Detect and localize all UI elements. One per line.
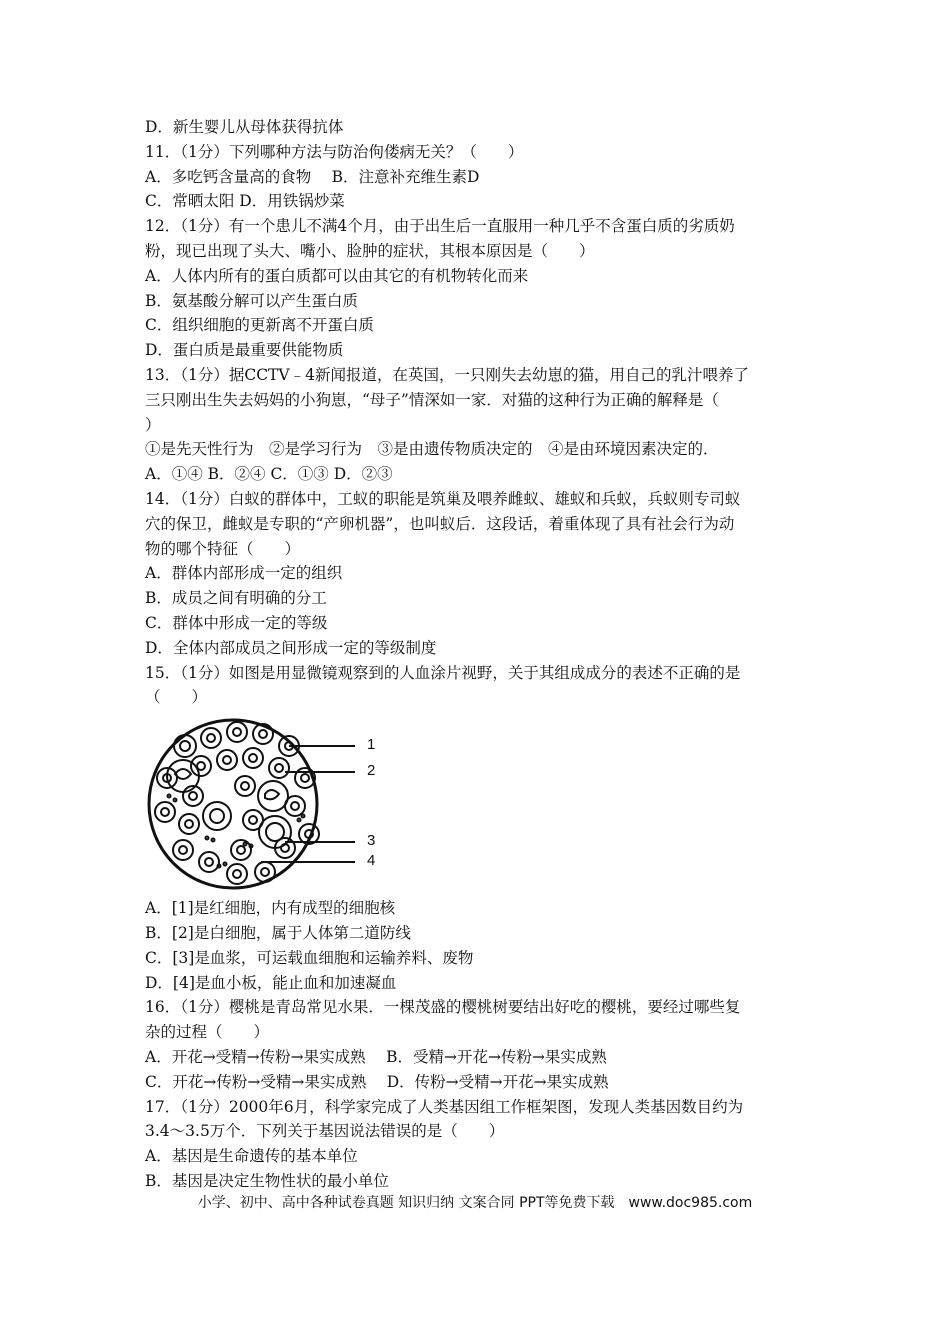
option-line: C．组织细胞的更新离不开蛋白质 [145, 316, 374, 335]
option-line: B．基因是决定生物性状的最小单位 [145, 1171, 389, 1190]
figure-label-2: 2 [367, 762, 376, 780]
question-12-cont: 粉，现已出现了头大、嘴小、脸肿的症状，其根本原因是（ ） [145, 241, 595, 260]
option-line: C．群体中形成一定的等级 [145, 613, 328, 632]
question-17: 17．（1分）2000年6月，科学家完成了人类基因组工作框架图，发现人类基因数目约为 [145, 1097, 744, 1116]
question-15-cont: （ ） [145, 688, 208, 707]
option-line: B．氨基酸分解可以产生蛋白质 [145, 291, 358, 310]
option-line: A．基因是生命遗传的基本单位 [145, 1147, 358, 1166]
figure-label-4: 4 [367, 852, 376, 870]
option-line: C．开花→传粉→受精→果实成熟 D．传粉→受精→开花→果实成熟 [145, 1072, 609, 1091]
option-line: A．[1]是红细胞，内有成型的细胞核 [145, 899, 396, 918]
option-line: B．[2]是白细胞，属于人体第二道防线 [145, 923, 411, 942]
option-line: A．群体内部形成一定的组织 [145, 564, 343, 583]
option-line: A．①④ B．②④ C．①③ D．②③ [145, 465, 393, 484]
figure-label-1: 1 [367, 736, 376, 754]
option-line: A．人体内所有的蛋白质都可以由其它的有机物转化而来 [145, 266, 529, 285]
question-14-cont: 穴的保卫，雌蚁是专职的“产卵机器”，也叫蚁后．这段话，着重体现了具有社会行为动 [145, 514, 735, 533]
question-13: 13．（1分）据CCTV﹣4新闻报道，在英国，一只刚失去幼崽的猫，用自己的乳汁喂养了 [145, 365, 749, 384]
option-line: A．开花→受精→传粉→果实成熟 B．受精→开花→传粉→果实成熟 [145, 1047, 607, 1066]
question-17-cont: 3.4～3.5万个．下列关于基因说法错误的是（ ） [145, 1122, 505, 1141]
question-13-cont: 三只刚出生失去妈妈的小狗崽，“母子”情深如一家．对猫的这种行为正确的解释是（ [145, 390, 719, 409]
question-14: 14．（1分）白蚁的群体中，工蚁的职能是筑巢及喂养雌蚁、雄蚁和兵蚁，兵蚁则专司蚁 [145, 489, 741, 508]
option-line: D．[4]是血小板，能止血和加速凝血 [145, 973, 397, 992]
blood-smear-illustration [145, 716, 385, 892]
blood-smear-figure [145, 716, 385, 892]
page-content [145, 115, 815, 1194]
figure-label-3: 3 [367, 832, 376, 850]
statement-line: ①是先天性行为 ②是学习行为 ③是由遗传物质决定的 ④是由环境因素决定的． [145, 440, 719, 459]
question-15: 15．（1分）如图是用显微镜观察到的人血涂片视野，关于其组成成分的表述不正确的是 [145, 663, 741, 682]
text-line: D．新生婴儿从母体获得抗体 [145, 118, 344, 136]
question-13-cont: ） [145, 415, 161, 434]
option-line: C．[3]是血浆，可运载血细胞和运输养料、废物 [145, 948, 474, 967]
option-line: C．常晒太阳 D．用铁锅炒菜 [145, 192, 345, 211]
option-line: B．成员之间有明确的分工 [145, 589, 327, 608]
option-line: A．多吃钙含量高的食物 B．注意补充维生素D [145, 167, 480, 186]
question-11: 11．（1分）下列哪种方法与防治佝偻病无关？（ ） [145, 142, 524, 161]
question-16: 16．（1分）樱桃是青岛常见水果．一棵茂盛的樱桃树要结出好吃的樱桃，要经过哪些复 [145, 998, 741, 1017]
question-14-cont: 物的哪个特征（ ） [145, 539, 301, 558]
page-footer: 小学、初中、高中各种试卷真题 知识归纳 文案合同 PPT等免费下载 www.doc985.com [197, 1195, 753, 1211]
option-line: D．全体内部成员之间形成一定的等级制度 [145, 638, 437, 657]
option-line: D．蛋白质是最重要供能物质 [145, 341, 344, 360]
question-16-cont: 杂的过程（ ） [145, 1023, 270, 1042]
question-12: 12．（1分）有一个患儿不满4个月，由于出生后一直服用一种几乎不含蛋白质的劣质奶 [145, 217, 735, 236]
